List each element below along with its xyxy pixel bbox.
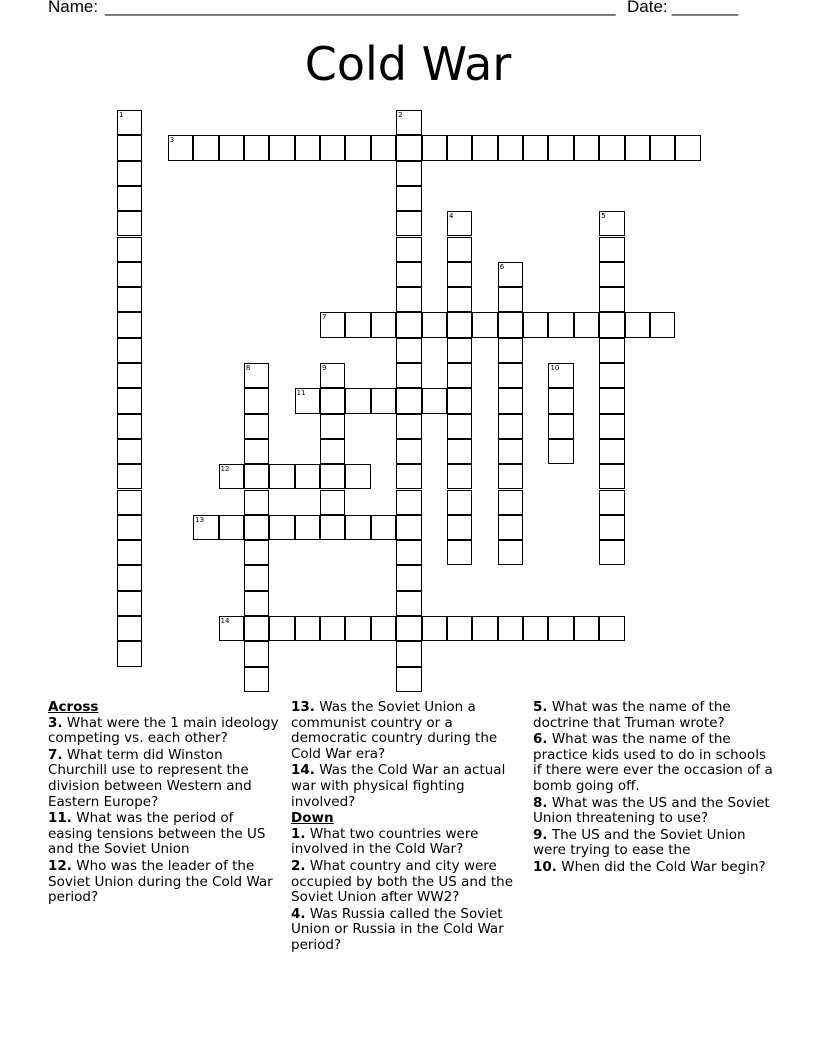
grid-cell[interactable] <box>498 287 523 312</box>
grid-cell[interactable] <box>320 490 345 515</box>
grid-cell[interactable] <box>548 363 573 388</box>
down-clue <box>533 860 773 876</box>
grid-cell[interactable] <box>498 490 523 515</box>
grid-cell[interactable] <box>371 515 396 540</box>
grid-cell[interactable] <box>498 515 523 540</box>
down-heading: Down <box>291 810 334 827</box>
across-clue <box>48 811 280 858</box>
clue-number: 3. <box>48 714 63 731</box>
clue-number: 8. <box>533 794 548 811</box>
grid-cell[interactable] <box>320 135 345 160</box>
date-label: Date: <box>627 0 668 16</box>
grid-cell[interactable] <box>345 312 370 337</box>
grid-cell[interactable] <box>117 363 142 388</box>
grid-cell[interactable] <box>295 464 320 489</box>
grid-cell[interactable] <box>599 540 624 565</box>
grid-cell[interactable] <box>396 211 421 236</box>
grid-cell[interactable] <box>574 312 599 337</box>
grid-cell[interactable] <box>396 161 421 186</box>
grid-cell[interactable] <box>472 616 497 641</box>
grid-cell[interactable] <box>269 515 294 540</box>
clue-text: When did the Cold War begin? <box>561 858 766 875</box>
grid-cell[interactable] <box>396 262 421 287</box>
grid-cell[interactable] <box>675 135 700 160</box>
grid-cell[interactable] <box>396 490 421 515</box>
grid-cell[interactable] <box>574 135 599 160</box>
grid-cell[interactable] <box>244 616 269 641</box>
grid-cell[interactable] <box>447 515 472 540</box>
clue-number: 6. <box>533 731 548 748</box>
clue-number: 7. <box>48 746 63 763</box>
clue-number-label: 5 <box>601 212 606 221</box>
date-field-line[interactable]: _______ <box>672 0 739 16</box>
clue-number-label: 2 <box>398 111 403 119</box>
grid-cell[interactable] <box>447 338 472 363</box>
grid-cell[interactable] <box>269 616 294 641</box>
clue-number-label: 9 <box>322 364 327 372</box>
grid-cell[interactable] <box>117 237 142 262</box>
grid-cell[interactable] <box>599 414 624 439</box>
grid-cell[interactable] <box>599 363 624 388</box>
grid-cell[interactable] <box>599 211 624 236</box>
clue-number: 10. <box>533 858 557 875</box>
grid-cell[interactable] <box>422 312 447 337</box>
name-field-line[interactable]: ______________________________________________________ <box>105 0 616 16</box>
grid-cell[interactable] <box>320 414 345 439</box>
grid-cell[interactable] <box>498 388 523 413</box>
grid-cell[interactable] <box>523 312 548 337</box>
clue-text: What were the 1 main ideology competing vs. each other? <box>48 714 279 747</box>
grid-cell[interactable] <box>447 414 472 439</box>
grid-cell[interactable] <box>396 135 421 160</box>
down-clue <box>291 827 526 858</box>
grid-cell[interactable] <box>396 616 421 641</box>
grid-cell[interactable] <box>396 388 421 413</box>
down-clue <box>533 700 773 731</box>
grid-cell[interactable] <box>422 135 447 160</box>
clue-text: What country and city were occupied by both the US and the Soviet Union after WW2? <box>291 857 513 906</box>
clue-column-2 <box>291 700 526 955</box>
across-clue <box>291 700 526 762</box>
grid-cell[interactable] <box>599 262 624 287</box>
grid-cell[interactable] <box>117 338 142 363</box>
grid-cell[interactable] <box>345 616 370 641</box>
grid-cell[interactable] <box>345 135 370 160</box>
grid-cell[interactable] <box>396 414 421 439</box>
grid-cell[interactable] <box>320 388 345 413</box>
grid-cell[interactable] <box>244 464 269 489</box>
grid-cell[interactable] <box>345 388 370 413</box>
grid-cell[interactable] <box>117 540 142 565</box>
down-clue <box>533 796 773 827</box>
grid-cell[interactable] <box>117 211 142 236</box>
grid-cell[interactable] <box>498 363 523 388</box>
grid-cell[interactable] <box>396 287 421 312</box>
grid-cell[interactable] <box>396 186 421 211</box>
grid-cell[interactable] <box>396 641 421 666</box>
grid-cell[interactable] <box>472 312 497 337</box>
clue-list <box>0 700 816 1000</box>
clue-text: What term did Winston Churchill use to represent the division between Western and Eastern Europe? <box>48 746 252 810</box>
clue-number-label: 11 <box>296 389 306 398</box>
grid-cell[interactable] <box>498 464 523 489</box>
across-clue <box>48 716 280 747</box>
grid-cell[interactable] <box>219 515 244 540</box>
grid-cell[interactable] <box>219 616 244 641</box>
grid-cell[interactable] <box>396 363 421 388</box>
clue-text: Was the Cold War an actual war with physical fighting involved? <box>291 762 506 810</box>
grid-cell[interactable] <box>625 135 650 160</box>
grid-cell[interactable] <box>472 135 497 160</box>
name-label: Name: <box>48 0 99 16</box>
grid-cell[interactable] <box>396 338 421 363</box>
grid-cell[interactable] <box>523 135 548 160</box>
grid-cell[interactable] <box>498 338 523 363</box>
grid-cell[interactable] <box>117 135 142 160</box>
clue-number-label: 10 <box>550 364 560 372</box>
clue-number-label: 1 <box>119 111 124 119</box>
grid-cell[interactable] <box>117 312 142 337</box>
grid-cell[interactable] <box>244 515 269 540</box>
grid-cell[interactable] <box>625 312 650 337</box>
grid-cell[interactable] <box>320 312 345 337</box>
grid-cell[interactable] <box>244 388 269 413</box>
grid-cell[interactable] <box>320 439 345 464</box>
clue-number-label: 3 <box>169 136 175 145</box>
grid-cell[interactable] <box>117 439 142 464</box>
grid-cell[interactable] <box>396 439 421 464</box>
clue-number: 2. <box>291 857 306 874</box>
grid-cell[interactable] <box>498 540 523 565</box>
grid-cell[interactable] <box>599 616 624 641</box>
grid-cell[interactable] <box>117 110 142 135</box>
grid-cell[interactable] <box>295 388 320 413</box>
grid-cell[interactable] <box>498 439 523 464</box>
clue-number: 9. <box>533 826 548 843</box>
grid-cell[interactable] <box>599 338 624 363</box>
clue-text: What was the period of easing tensions between the US and the Soviet Union <box>48 810 266 858</box>
grid-cell[interactable] <box>447 312 472 337</box>
across-clue <box>291 763 526 810</box>
clue-text: What was the US and the Soviet Union threatening to use? <box>533 794 770 827</box>
grid-cell[interactable] <box>396 312 421 337</box>
grid-cell[interactable] <box>371 616 396 641</box>
grid-cell[interactable] <box>396 237 421 262</box>
grid-cell[interactable] <box>498 616 523 641</box>
grid-cell[interactable] <box>244 414 269 439</box>
grid-cell[interactable] <box>244 540 269 565</box>
grid-cell[interactable] <box>447 439 472 464</box>
grid-cell[interactable] <box>371 135 396 160</box>
clue-number-label: 7 <box>322 313 327 322</box>
clue-number-label: 14 <box>220 617 230 625</box>
grid-cell[interactable] <box>244 591 269 616</box>
grid-cell[interactable] <box>498 135 523 160</box>
down-clue <box>533 828 773 859</box>
clue-text: Was the Soviet Union a communist country or a democratic country during the Cold War era? <box>291 699 498 762</box>
grid-cell[interactable] <box>269 135 294 160</box>
grid-cell[interactable] <box>295 616 320 641</box>
grid-cell[interactable] <box>447 135 472 160</box>
grid-cell[interactable] <box>244 135 269 160</box>
grid-cell[interactable] <box>117 262 142 287</box>
grid-cell[interactable] <box>295 135 320 160</box>
grid-cell[interactable] <box>244 363 269 388</box>
grid-cell[interactable] <box>320 616 345 641</box>
grid-cell[interactable] <box>193 135 218 160</box>
clue-column-1 <box>48 700 280 907</box>
grid-cell[interactable] <box>396 540 421 565</box>
grid-cell[interactable] <box>117 464 142 489</box>
across-heading: Across <box>48 699 99 715</box>
down-clue <box>291 859 526 906</box>
clue-number: 11. <box>48 810 72 827</box>
grid-cell[interactable] <box>117 616 142 641</box>
grid-cell[interactable] <box>422 616 447 641</box>
grid-cell[interactable] <box>244 667 269 692</box>
grid-cell[interactable] <box>599 388 624 413</box>
clue-number: 5. <box>533 699 548 715</box>
clue-text: What was the name of the doctrine that Truman wrote? <box>533 699 731 731</box>
grid-cell[interactable] <box>548 312 573 337</box>
grid-cell[interactable] <box>396 667 421 692</box>
grid-cell[interactable] <box>117 388 142 413</box>
grid-cell[interactable] <box>219 464 244 489</box>
grid-cell[interactable] <box>599 287 624 312</box>
grid-cell[interactable] <box>548 388 573 413</box>
grid-cell[interactable] <box>523 616 548 641</box>
clue-text: What was the name of the practice kids used to do in schools if there were ever the occasion of a bomb going off. <box>533 731 773 794</box>
grid-cell[interactable] <box>447 237 472 262</box>
grid-cell[interactable] <box>396 515 421 540</box>
grid-cell[interactable] <box>244 641 269 666</box>
grid-cell[interactable] <box>244 490 269 515</box>
grid-cell[interactable] <box>168 135 193 160</box>
across-clue <box>48 859 280 906</box>
grid-cell[interactable] <box>117 186 142 211</box>
clue-number: 1. <box>291 825 306 842</box>
page-title: Cold War <box>304 37 512 91</box>
grid-cell[interactable] <box>447 490 472 515</box>
clue-text: Was Russia called the Soviet Union or Russia in the Cold War period? <box>291 905 504 953</box>
grid-cell[interactable] <box>371 388 396 413</box>
grid-cell[interactable] <box>599 464 624 489</box>
grid-cell[interactable] <box>219 135 244 160</box>
clue-number-label: 4 <box>448 212 454 221</box>
grid-cell[interactable] <box>599 439 624 464</box>
grid-cell[interactable] <box>498 414 523 439</box>
grid-cell[interactable] <box>117 591 142 616</box>
grid-cell[interactable] <box>599 135 624 160</box>
clue-number-label: 12 <box>220 465 230 474</box>
grid-cell[interactable] <box>599 515 624 540</box>
grid-cell[interactable] <box>447 211 472 236</box>
grid-cell[interactable] <box>320 464 345 489</box>
grid-cell[interactable] <box>396 591 421 616</box>
grid-cell[interactable] <box>345 464 370 489</box>
grid-cell[interactable] <box>244 565 269 590</box>
grid-cell[interactable] <box>447 363 472 388</box>
clue-number-label: 6 <box>499 262 505 271</box>
clue-text: What two countries were involved in the Cold War? <box>291 825 479 858</box>
grid-cell[interactable] <box>447 388 472 413</box>
grid-cell[interactable] <box>498 312 523 337</box>
across-clue <box>48 748 280 810</box>
grid-cell[interactable] <box>548 135 573 160</box>
grid-cell[interactable] <box>345 515 370 540</box>
clue-number-label: 13 <box>195 515 205 524</box>
grid-cell[interactable] <box>117 161 142 186</box>
grid-cell[interactable] <box>650 312 675 337</box>
grid-cell[interactable] <box>599 312 624 337</box>
grid-cell[interactable] <box>422 388 447 413</box>
grid-cell[interactable] <box>320 515 345 540</box>
grid-cell[interactable] <box>447 464 472 489</box>
grid-cell[interactable] <box>117 565 142 590</box>
grid-cell[interactable] <box>548 616 573 641</box>
clue-number: 13. <box>291 699 315 715</box>
grid-cell[interactable] <box>574 616 599 641</box>
grid-cell[interactable] <box>650 135 675 160</box>
grid-cell[interactable] <box>295 515 320 540</box>
grid-cell[interactable] <box>599 490 624 515</box>
grid-cell[interactable] <box>320 363 345 388</box>
grid-cell[interactable] <box>193 515 218 540</box>
grid-cell[interactable] <box>244 439 269 464</box>
grid-cell[interactable] <box>447 262 472 287</box>
grid-cell[interactable] <box>396 110 421 135</box>
clue-number: 14. <box>291 762 315 779</box>
down-clue <box>533 732 773 794</box>
clue-number: 12. <box>48 857 72 874</box>
grid-cell[interactable] <box>371 312 396 337</box>
grid-cell[interactable] <box>447 616 472 641</box>
clue-text: The US and the Soviet Union were trying to ease the <box>533 826 746 859</box>
grid-cell[interactable] <box>117 287 142 312</box>
down-clue <box>291 907 526 954</box>
grid-cell[interactable] <box>117 641 142 666</box>
grid-cell[interactable] <box>447 540 472 565</box>
grid-cell[interactable] <box>269 464 294 489</box>
clue-column-3 <box>533 700 773 877</box>
grid-cell[interactable] <box>117 414 142 439</box>
grid-cell[interactable] <box>117 490 142 515</box>
grid-cell[interactable] <box>117 515 142 540</box>
grid-cell[interactable] <box>498 262 523 287</box>
grid-cell[interactable] <box>599 237 624 262</box>
grid-cell[interactable] <box>447 287 472 312</box>
clue-text: Who was the leader of the Soviet Union during the Cold War period? <box>48 857 273 906</box>
clue-number: 4. <box>291 905 306 922</box>
grid-cell[interactable] <box>548 414 573 439</box>
grid-cell[interactable] <box>396 565 421 590</box>
grid-cell[interactable] <box>396 464 421 489</box>
clue-number-label: 8 <box>245 364 251 372</box>
grid-cell[interactable] <box>548 439 573 464</box>
